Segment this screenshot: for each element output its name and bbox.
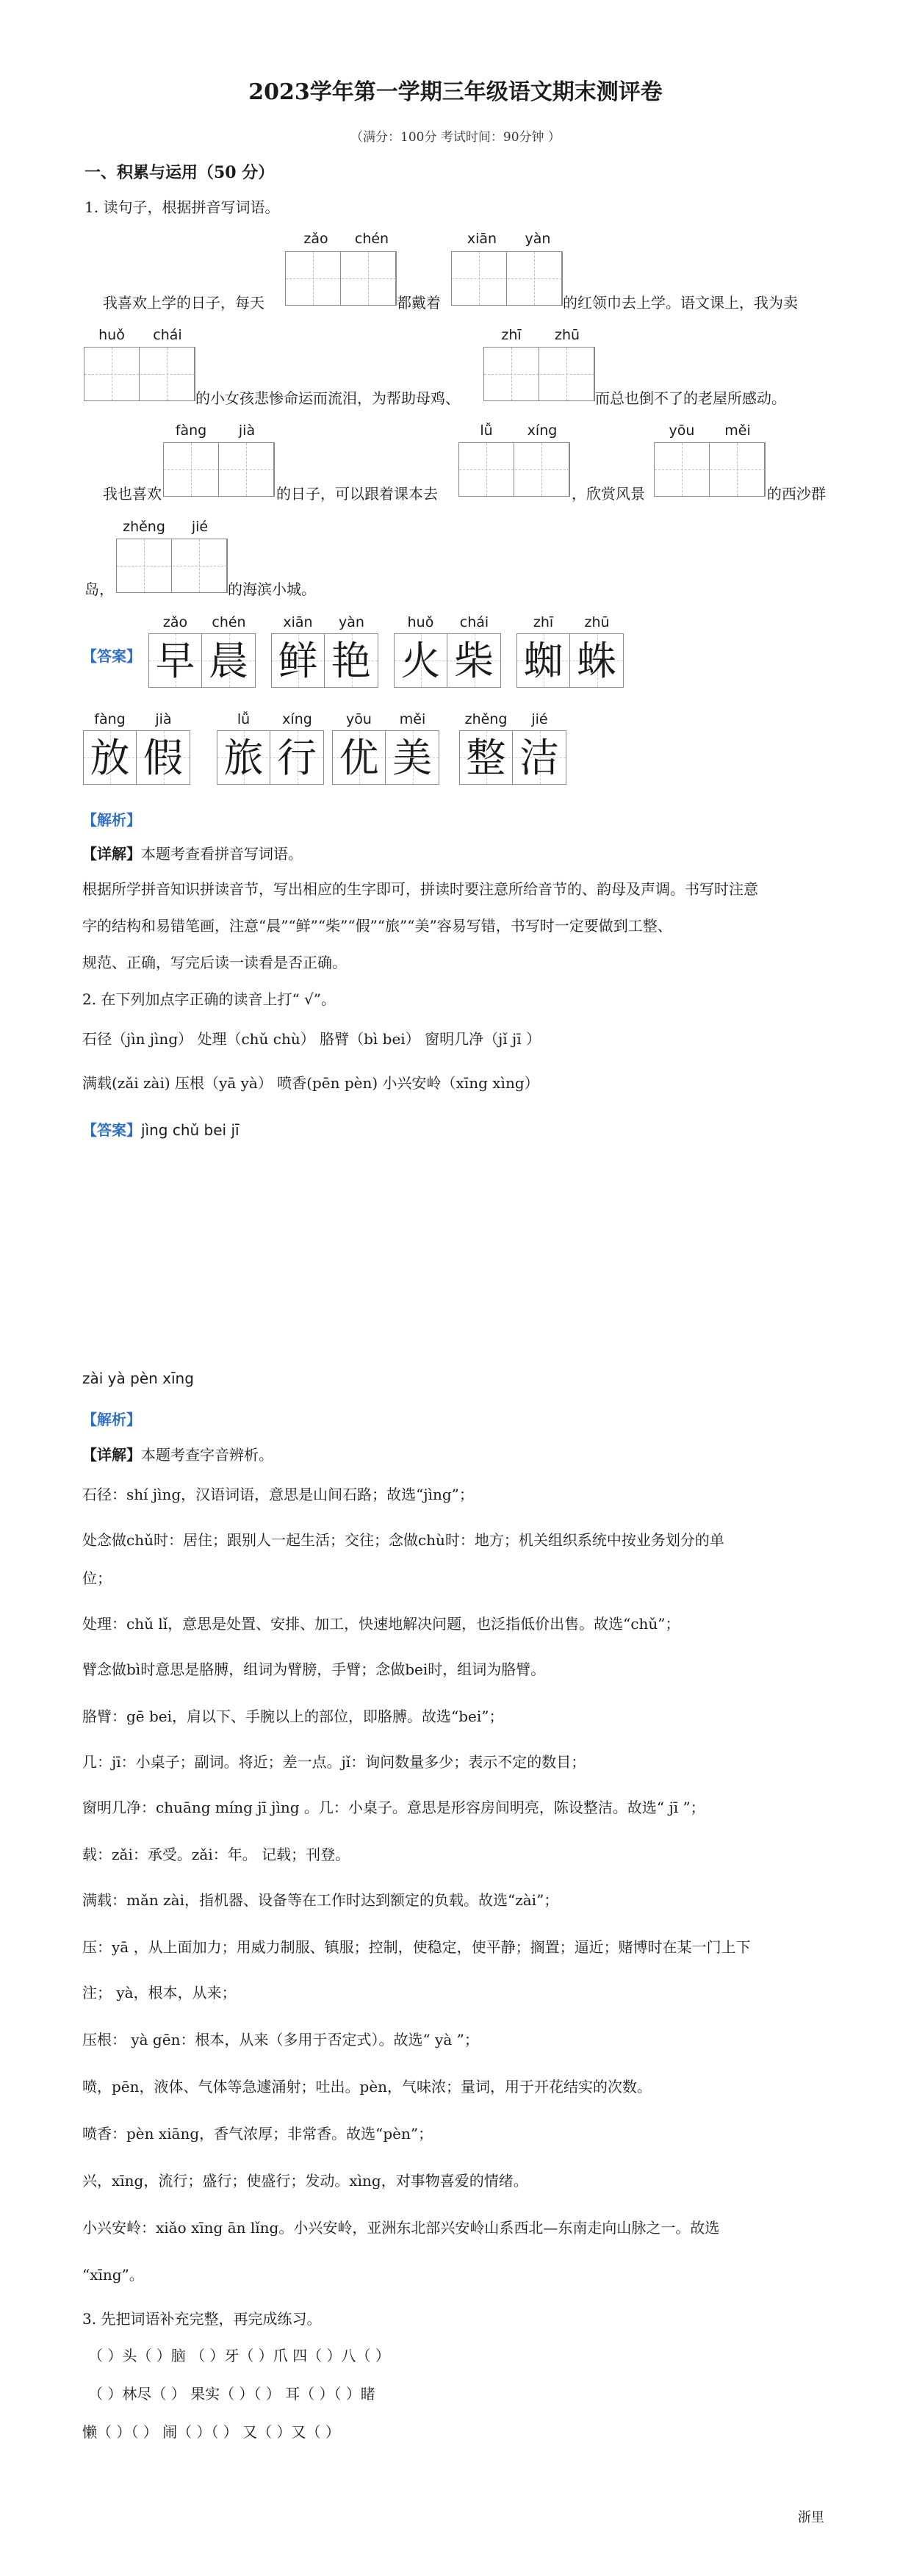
pinyin: chén (354, 231, 389, 247)
analysis-line: 压根： yà gēn：根本，从来（多用于否定式）。故选“ yà ”； (82, 2031, 479, 2048)
q1-stem: 1. 读句子，根据拼音写词语。 (84, 198, 280, 216)
answer-box (394, 633, 501, 688)
writing-grid[interactable] (285, 251, 397, 306)
detail-text: 本题考查字音辨析。 (141, 1446, 273, 1464)
analysis-line: 喷香：pèn xiāng，香气浓厚；非常香。故选“pèn”； (82, 2125, 433, 2143)
answer-box (217, 730, 324, 785)
pinyin: chái (153, 327, 182, 343)
analysis-line: “xīng”。 (82, 2266, 144, 2284)
answer-char: 旅 (217, 731, 270, 784)
writing-grid[interactable] (116, 539, 228, 593)
pinyin: fàng (175, 422, 207, 439)
pinyin: jià (238, 422, 256, 439)
pinyin: zhī (501, 327, 522, 343)
writing-grid[interactable] (451, 251, 563, 306)
pinyin: lǚ (480, 422, 493, 439)
q3-stem: 3. 先把词语补充完整，再完成练习。 (82, 2310, 322, 2328)
pinyin: xiān (467, 231, 497, 247)
pinyin: chén (212, 614, 246, 630)
pinyin: huǒ (98, 327, 125, 343)
sentence-text: 的日子，可以跟着课本去 (276, 485, 438, 503)
sentence-text: 我也喜欢 (103, 485, 162, 503)
pinyin: xíng (282, 711, 312, 727)
page-footer: 浙里 (798, 2510, 824, 2525)
answer-box (459, 730, 566, 785)
page-title: 2023学年第一学期三年级语文期末测评卷 (248, 79, 663, 105)
answer-char: 优 (333, 731, 386, 784)
q2-answer (82, 1120, 240, 1140)
sentence-text: ，欣赏风景 (572, 485, 645, 503)
answer-char: 早 (149, 634, 202, 687)
answer-box (148, 633, 256, 688)
q2-stem: 2. 在下列加点字正确的读音上打“ √”。 (82, 990, 336, 1008)
analysis-line: 处念做chǔ时：居住；跟别人一起生活；交往；念做chù时：地方；机关组织系统中按业务划分的单 (82, 1531, 724, 1549)
analysis-line: 载：zǎi：承受。zǎi：年。 记载；刊登。 (82, 1846, 350, 1863)
analysis-line: 位； (82, 1569, 112, 1587)
analysis-line: 兴，xīng，流行；盛行；使盛行；发动。xìng，对事物喜爱的情绪。 (82, 2172, 528, 2190)
answer-char: 蜘 (517, 634, 570, 687)
answer-char: 柴 (454, 638, 494, 684)
answer-char: 晨 (209, 638, 248, 684)
answer-text: zài yà pèn xīng (82, 1370, 194, 1387)
pinyin: zhěng (464, 711, 508, 727)
analysis-tag: 【解析】 (82, 1411, 141, 1428)
pinyin: chái (459, 614, 489, 630)
pinyin: xiān (283, 614, 313, 630)
pinyin: yōu (346, 711, 372, 727)
sentence-text: 的小女孩悲惨命运而流泪，为帮助母鸡、 (195, 389, 460, 407)
answer-text: jìng chǔ bei jī (141, 1121, 240, 1139)
answer-char: 行 (277, 735, 317, 781)
answer-char: 洁 (519, 735, 559, 781)
answer-char: 火 (395, 634, 447, 687)
writing-grid[interactable] (84, 347, 195, 401)
pinyin: měi (724, 422, 751, 439)
answer-char: 艳 (331, 638, 371, 684)
writing-grid[interactable] (163, 442, 275, 497)
writing-grid[interactable] (654, 442, 766, 497)
detail-line (82, 843, 303, 864)
pinyin: yōu (669, 422, 695, 439)
q2-options-row: 满载(zǎi zài) 压根（yā yà） 喷香(pēn pèn) 小兴安岭（xīng xìng） (82, 1074, 539, 1092)
analysis-line: 胳臂：gē bei，肩以下、手腕以上的部位，即胳膊。故选“bei”； (82, 1708, 504, 1725)
pinyin: zǎo (162, 614, 188, 630)
answer-char: 鲜 (272, 634, 325, 687)
pinyin: jié (191, 519, 209, 535)
exam-subtitle: （满分：100分 考试时间：90分钟 ） (350, 130, 561, 145)
analysis-line: 注； yà，根本，从来； (82, 1984, 237, 2001)
q3-row[interactable]: （ ）头（ ）脑 （ ）牙（ ）爪 四（ ）八（ ） (88, 2347, 390, 2364)
analysis-paragraph: 字的结构和易错笔画，注意“晨”“鲜”“柴”“假”“旅”“美”容易写错，书写时一定要做到工整、 (82, 917, 672, 935)
pinyin: lǚ (237, 711, 251, 727)
pinyin: jià (155, 711, 172, 727)
q3-row[interactable]: （ ）林尽（ ） 果实（ ）（ ） 耳（ ）（ ）睹 (88, 2385, 375, 2403)
sentence-text: 而总也倒不了的老屋所感动。 (595, 389, 786, 407)
section-heading: 一、积累与运用（50 分） (84, 163, 275, 182)
analysis-line: 几：jī：小桌子；副词。将近；差一点。jǐ：询问数量多少；表示不定的数目； (82, 1753, 586, 1771)
detail-text: 本题考查看拼音写词语。 (141, 845, 303, 863)
writing-grid[interactable] (458, 442, 570, 497)
analysis-line: 喷，pēn，液体、气体等急遽涌射；吐出。pèn，气味浓；量词，用于开花结实的次数。 (82, 2078, 652, 2095)
answer-tag: 【答案】 (82, 1121, 141, 1139)
sentence-text: 的海滨小城。 (228, 580, 316, 598)
detail-label: 【详解】 (82, 845, 141, 863)
answer-box (332, 730, 439, 785)
pinyin: jié (531, 711, 548, 727)
sentence-text: 我喜欢上学的日子，每天 (103, 294, 264, 312)
pinyin: huǒ (407, 614, 434, 630)
detail-label: 【详解】 (82, 1446, 141, 1464)
pinyin: měi (399, 711, 426, 727)
sentence-text: 都戴着 (397, 294, 441, 312)
pinyin: fàng (94, 711, 126, 727)
analysis-line: 窗明几净：chuāng míng jī jìng 。几：小桌子。意思是形容房间明亮，陈设整洁。故选“ jī ”； (82, 1799, 705, 1816)
q3-row[interactable]: 懒（ ）（ ） 闹（ ）（ ） 又（ ）又（ ） (82, 2423, 340, 2441)
analysis-paragraph: 根据所学拼音知识拼读音节，写出相应的生字即可，拼读时要注意所给音节的、韵母及声调。书写时注意 (82, 880, 758, 898)
answer-char: 整 (460, 731, 513, 784)
answer-char: 假 (143, 735, 183, 781)
answer-char: 美 (392, 735, 432, 781)
detail-line (82, 1444, 273, 1465)
pinyin: xíng (527, 422, 558, 439)
sentence-text: 的红领巾去上学。语文课上，我为卖 (563, 294, 798, 312)
answer-box (516, 633, 624, 688)
pinyin: zhū (584, 614, 610, 630)
pinyin: zhū (554, 327, 580, 343)
analysis-line: 压：yā ，从上面加力；用威力制服、镇服；控制，使稳定，使平静；搁置；逼近；赌博时在某一门上下 (82, 1938, 751, 1956)
analysis-paragraph: 规范、正确，写完后读一读看是否正确。 (82, 954, 347, 971)
pinyin: yàn (525, 231, 551, 247)
answer-tag: 【答案】 (82, 647, 141, 665)
pinyin: yàn (339, 614, 364, 630)
analysis-line: 臂念做bì时意思是胳膊，组词为臂膀，手臂；念做bei时，组词为胳臂。 (82, 1661, 546, 1678)
pinyin: zhī (533, 614, 554, 630)
sentence-text: 的西沙群 (767, 485, 826, 503)
analysis-tag: 【解析】 (82, 811, 141, 829)
analysis-line: 小兴安岭：xiǎo xīng ān lǐng。小兴安岭，亚洲东北部兴安岭山系西北—东南走向山脉之一。故选 (82, 2219, 720, 2237)
analysis-line: 处理：chǔ lǐ，意思是处置、安排、加工，快速地解决问题，也泛指低价出售。故选“chǔ”； (82, 1615, 680, 1633)
answer-box (83, 730, 190, 785)
pinyin: zhěng (123, 519, 165, 535)
writing-grid[interactable] (483, 347, 595, 401)
answer-box (271, 633, 378, 688)
answer-char: 放 (84, 731, 137, 784)
sentence-text: 岛， (84, 580, 114, 598)
answer-char: 蛛 (577, 638, 616, 684)
q2-options-row: 石径（jìn jìng） 处理（chǔ chù） 胳臂（bì bei） 窗明几净（jǐ jī ） (82, 1030, 541, 1048)
analysis-line: 满载：mǎn zài，指机器、设备等在工作时达到额定的负载。故选“zài”； (82, 1891, 559, 1909)
analysis-line: 石径：shí jìng，汉语词语，意思是山间石路；故选“jìng”； (82, 1486, 474, 1503)
pinyin: zǎo (303, 231, 328, 247)
